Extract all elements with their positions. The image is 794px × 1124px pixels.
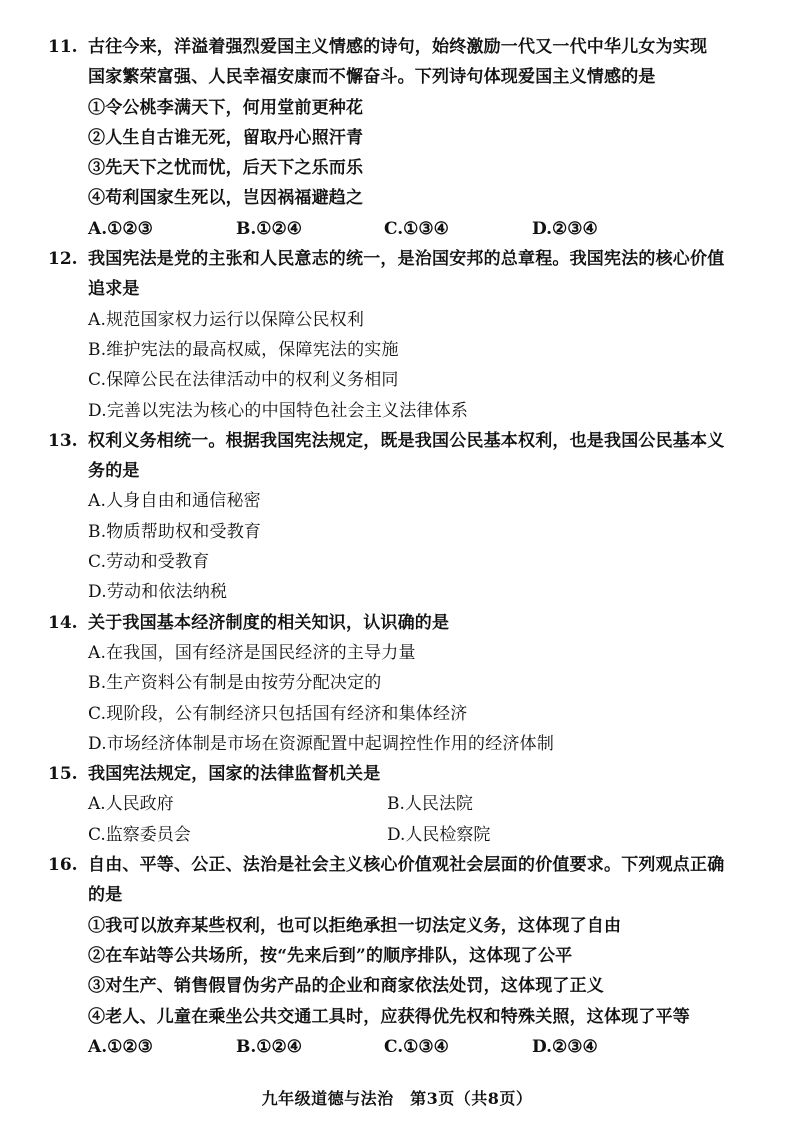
option-a: A.在我国，国有经济是国民经济的主导力量 (88, 642, 416, 663)
option-d: D.完善以宪法为核心的中国特色社会主义法律体系 (88, 400, 469, 421)
statement-item: ①令公桃李满天下，何用堂前更种花 (88, 97, 364, 118)
option-b: B.物质帮助权和受教育 (88, 521, 262, 542)
statement-item: ④苟利国家生死以，岂因祸福避趋之 (88, 188, 364, 209)
option-d: D.市场经济体制是市场在资源配置中起调控性作用的经济体制 (88, 733, 555, 754)
question-13 (48, 426, 748, 608)
choice-a: A.①②③ (88, 218, 153, 239)
choice-c: C.①③④ (384, 1036, 449, 1057)
choice-d: D.②③④ (532, 1036, 598, 1057)
statement-item: ②在车站等公共场所，按“先来后到”的顺序排队，这体现了公平 (88, 945, 573, 966)
statement-item: ③先天下之忧而忧，后天下之乐而乐 (88, 158, 364, 179)
question-stem-line: 我国宪法是党的主张和人民意志的统一，是治国安邦的总章程。我国宪法的核心价值 (88, 249, 725, 270)
option-b: B.维护宪法的最高权威，保障宪法的实施 (88, 339, 399, 360)
option-a: A.规范国家权力运行以保障公民权利 (88, 309, 365, 330)
answer-choices-row (88, 820, 748, 850)
question-stem-line: 的是 (88, 885, 123, 906)
choice-a: A.①②③ (88, 1036, 153, 1057)
question-stem-line: 国家繁荣富强、人民幸福安康而不懈奋斗。下列诗句体现爱国主义情感的是 (88, 67, 656, 88)
statement-item: ④老人、儿童在乘坐公共交通工具时，应获得优先权和特殊关照，这体现了平等 (88, 1006, 690, 1027)
question-15 (48, 759, 748, 850)
question-stem-line: 务的是 (88, 461, 140, 482)
question-stem-line: 自由、平等、公正、法治是社会主义核心价值观社会层面的价值要求。下列观点正确 (88, 855, 725, 876)
option-a: A.人身自由和通信秘密 (88, 491, 261, 512)
question-stem-line: 追求是 (88, 279, 140, 300)
option-d: D.劳动和依法纳税 (88, 582, 228, 603)
choice-b: B.①②④ (236, 1036, 303, 1057)
answer-choices (88, 1032, 748, 1062)
question-stem-line: 权利义务相统一。根据我国宪法规定，既是我国公民基本权利，也是我国公民基本义 (88, 430, 725, 451)
question-number: 15. (48, 764, 78, 785)
choice-d: D.②③④ (532, 218, 598, 239)
page-footer: 九年级道德与法治 第3页（共8页） (261, 1089, 533, 1108)
question-number: 16. (48, 855, 78, 876)
option-c: C.监察委员会 (88, 824, 191, 845)
question-number: 12. (48, 249, 78, 270)
option-c: C.劳动和受教育 (88, 552, 210, 573)
statement-item: ②人生自古谁无死，留取丹心照汗青 (88, 127, 364, 148)
question-number: 13. (48, 430, 78, 451)
statement-item: ③对生产、销售假冒伪劣产品的企业和商家依法处罚，这体现了正义 (88, 976, 604, 997)
question-stem-line: 我国宪法规定，国家的法律监督机关是 (88, 764, 381, 785)
question-stem-line: 古往今来，洋溢着强烈爱国主义情感的诗句，始终激励一代又一代中华儿女为实现 (88, 37, 708, 57)
statement-item: ①我可以放弃某些权利，也可以拒绝承担一切法定义务，这体现了自由 (88, 915, 622, 936)
option-b: B.人民法院 (387, 794, 473, 815)
question-16 (48, 850, 748, 1062)
choice-c: C.①③④ (384, 218, 449, 239)
option-c: C.保障公民在法律活动中的权利义务相同 (88, 370, 399, 391)
question-list (48, 32, 748, 1062)
choice-b: B.①②④ (236, 218, 303, 239)
question-number: 14. (48, 612, 78, 633)
option-c: C.现阶段，公有制经济只包括国有经济和集体经济 (88, 703, 468, 724)
question-number: 11. (48, 37, 78, 57)
question-12 (48, 244, 748, 426)
answer-choices (88, 214, 748, 244)
option-b: B.生产资料公有制是由按劳分配决定的 (88, 673, 382, 694)
option-d: D.人民检察院 (387, 824, 491, 845)
option-a: A.人民政府 (88, 794, 174, 815)
question-14 (48, 608, 748, 759)
question-11 (48, 32, 748, 244)
answer-choices-row (88, 789, 748, 819)
question-stem-line: 关于我国基本经济制度的相关知识，认识确的是 (88, 612, 450, 633)
